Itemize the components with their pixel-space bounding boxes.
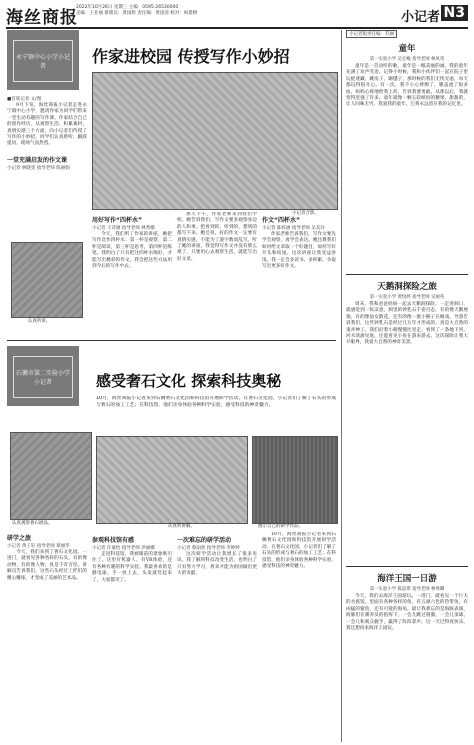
column-separator [341, 30, 342, 742]
article2-lead: 10月，海丝商报小记者来到石狮奢石文化园和科技馆开展研学活动。在奢石文化园，小记者们了解了石头的形成与奢石的加工工艺；在科技馆，他们亲身体验各种科学实验，感受科技的神奇魅力。 [96, 396, 336, 408]
article2-sub2-byline: 小记者 许嘉怡 指导老师 洪丽娜 [92, 546, 155, 551]
article1-sub1-title: 一堂充满启发的作文课 [7, 157, 68, 164]
right-divider-2 [346, 566, 468, 567]
article2-sub1-body: 今天，我们来到了奢石文化园。一进门，就看见各种各样的石头，有的像动物，有的像人物，真是千奇百怪。讲解员告诉我们，这些石头经过工匠们的精心雕琢，才变成了美丽的艺术品。 [7, 550, 87, 581]
page-number: N3 [441, 5, 468, 21]
article2-photo-exhibit [10, 432, 92, 520]
article1-headline: 作家进校园 传授写作小妙招 [92, 47, 290, 66]
article1-sub3-title: 作文“四杯水” [262, 217, 300, 224]
article1-sub3-byline: 小记者 陈梓涵 指导老师 吴美玲 [262, 226, 325, 231]
article2-story3 [177, 532, 257, 740]
article2-story2 [92, 532, 172, 740]
article2-banner [7, 346, 79, 406]
article2-photo3-caption: 展示自己的研学作品。 [258, 524, 303, 529]
article2-sub3-body: 这次研学活动让我增长了很多见识。我了解到科技改变生活，也明白了只有努力学习，将来才能为祖国做出更大的贡献。 [177, 552, 257, 577]
article1-sub3-body: 作家老师告诉我们，写作文要先学会观察，再学会表达。她还教我们如何给文章取一个好题目，如何写好开头和结尾。这次讲座让我受益匪浅，我一定会多读书、多积累，争取写出更多好作文。 [262, 232, 336, 270]
right-item1-body: 童年是一首动听的歌，童年是一幅美丽的画。我的童年充满了欢声笑语。记得小时候，我和小伙伴们一起在院子里玩捉迷藏、跳房子、踢毽子，那时候的我们无忧无虑，每天都玩得很开心。有一次，我不小心摔倒了，膝盖流了很多血，妈妈心疼地给我上药，告诉我要勇敢。从那以后，我就变得坚强了许多。童年就像一颗五彩缤纷的糖果，甜甜的，让人回味无穷。我爱我的童年，它将永远留在我的记忆里。 [346, 64, 468, 108]
article1-photo2-caption: 认真听讲。 [28, 319, 51, 324]
article1-photo-caption: 小记者合影。 [292, 211, 319, 216]
article2-sub1-title: 研学之旅 [7, 535, 32, 542]
article1-story3 [262, 212, 336, 336]
article1-student-photo [11, 242, 83, 318]
article1-body1-text: 那天下午，作家老师来到我们学校。她告诉我们，写作文要多观察身边的人和事，把看到的、听到的、想到的都写下来。她还说，好的作文一定要有真情实感，不能为了凑字数而乱写。听了她的讲座，我觉得写作文并没有那么难了，只要用心去观察生活，就能写出好文章。 [177, 212, 257, 262]
right-item2-byline: 第一实验小学 黄悦婷 指导老师 吴丽英 [369, 295, 445, 300]
article1-lead-byline: ■首席记者 文/图 [7, 97, 42, 102]
article2-sub3-byline: 小记者 蔡雨欣 指导老师 李婷婷 [177, 546, 240, 551]
article-divider [7, 340, 336, 341]
article2-sub3-title: 一次难忘的研学活动 [177, 537, 232, 544]
right-item3 [346, 570, 468, 740]
article2-lead-repeat: 10月，海丝商报小记者来到石狮奢石文化园和科技馆开展研学活动。在奢石文化园，小记者们了解了石头的形成与奢石的加工工艺；在科技馆，他们亲身体验各种科学实验，感受科技的神奇魅力。 [262, 532, 336, 570]
right-item2-body: 周末，我和爸爸妈妈一起去天鹅洞探险。一走进洞口，就感觉到一阵凉意。洞里的钟乳石千姿百态，有的像天鹅展翅，有的像仙女散花，还有的像一群小猴子在嬉戏。导游告诉我们，这些钟乳石是经过几万年才形成的，真是大自然的鬼斧神工。我们沿着小路慢慢往里走，看到了一条地下河，河水清澈见底，还能看见小鱼在游来游去。这次探险让我大开眼界，我爱大自然的神奇美景。 [346, 302, 468, 346]
right-divider-1 [346, 274, 468, 275]
masthead-info [76, 5, 216, 17]
article2-sub2-body: 走进科技馆，我被眼前的景象吸引住了。这里有机器人、有VR体验，还有各种有趣的科学实验。我最喜欢的是静电球，手一放上去，头发就竖起来了，大家都笑了。 [92, 552, 172, 583]
article2-sub2-title: 参观科技馆有感 [92, 537, 135, 544]
article2-banner-text: 石狮市第二实验小学小记者 [13, 356, 73, 398]
article2-story1 [7, 530, 87, 740]
article2-headline: 感受奢石文化 探索科技奥秘 [96, 372, 282, 390]
article1-sub2-byline: 小记者 王诗涵 指导老师 林秀娥 [92, 226, 155, 231]
article1-story1 [7, 152, 87, 238]
article2-story3-cont [262, 532, 336, 740]
editor-line: 小记者版责任编：苏丽 [346, 30, 397, 38]
masthead-info-line1: 2022年10月26日 星期三 主编：0595-26530000 [76, 5, 179, 10]
article2-sub1-byline: 小记者 黄子轩 指导老师 蔡丽华 [7, 544, 70, 549]
article1-story2-cont [177, 212, 257, 336]
right-item1-title: 童年 [398, 44, 416, 54]
article2-photo-listening [96, 436, 248, 524]
article1-banner-text: 永宁镇中心小学小记者 [13, 40, 73, 82]
article1-banner [7, 30, 79, 90]
right-item3-title: 海洋王国一日游 [377, 574, 437, 584]
masthead [6, 3, 468, 29]
right-item3-body: 今天，我们去海洋王国游玩。一进门，就看见一个巨大的水族馆，里面有各种各样的鱼，有五颜六色的热带鱼，有凶猛的鲨鱼，还有可爱的海龟。最让我难忘的是海豚表演，海豚们在驯养员的指挥下，一会儿跳过圆圈，一会儿顶球，一会儿和观众握手，赢得了阵阵掌声。这一天过得真快乐，我还想再来海洋王国玩。 [346, 594, 468, 632]
article1-lead-block [7, 96, 87, 151]
article1-story2 [92, 212, 172, 336]
newspaper-title: 海丝商报 [6, 8, 78, 28]
right-item2 [346, 278, 468, 490]
article1-lead-text: 9月下旬，海丝商报小记者走进永宁镇中心小学，邀请作家为同学们带来一堂生动有趣的写作课。作家结合自己的创作经历，从观察生活、积累素材、真情实感三个方面，向小记者们传授了写作的小妙招，同学们认真聆听、踊跃提问，现场气氛热烈。 [7, 103, 87, 147]
article1-sub2-title: 用好写作“四杯水” [92, 217, 142, 224]
article1-group-photo [92, 72, 338, 210]
article2-photo1-caption: 认真听讲解。 [168, 524, 195, 529]
right-item2-title: 天鹅洞探险之旅 [377, 282, 437, 292]
section-name: 小记者 [400, 10, 440, 25]
right-item1-byline: 第一实验小学 吴宏峻 指导老师 林凤英 [369, 57, 445, 62]
article2-photo2-caption: 认真观察奢石展品。 [12, 521, 53, 526]
article1-sub2-body: 今天，我们听了作家的讲座，她把写作比作四杯水：第一杯是观察，第二杯是阅读，第三杯是思考，第四杯是练笔。我明白了只有把这四杯水喝好，才能写出精彩的作文。我会把这些方法用到今后的写作中去。 [92, 232, 172, 270]
right-item1 [346, 40, 468, 270]
masthead-info-line2: 美编：王亚丽 排版员：黄国辉 责任编：黄国清 校对：祝建榕 [76, 11, 198, 16]
right-item3-byline: 第一实验小学 陈思琪 指导老师 林秀卿 [369, 587, 445, 592]
article1-sub1-byline: 小记者 林晓雯 指导老师 陈丽娟 [7, 166, 70, 171]
article2-photo-students [252, 436, 338, 524]
